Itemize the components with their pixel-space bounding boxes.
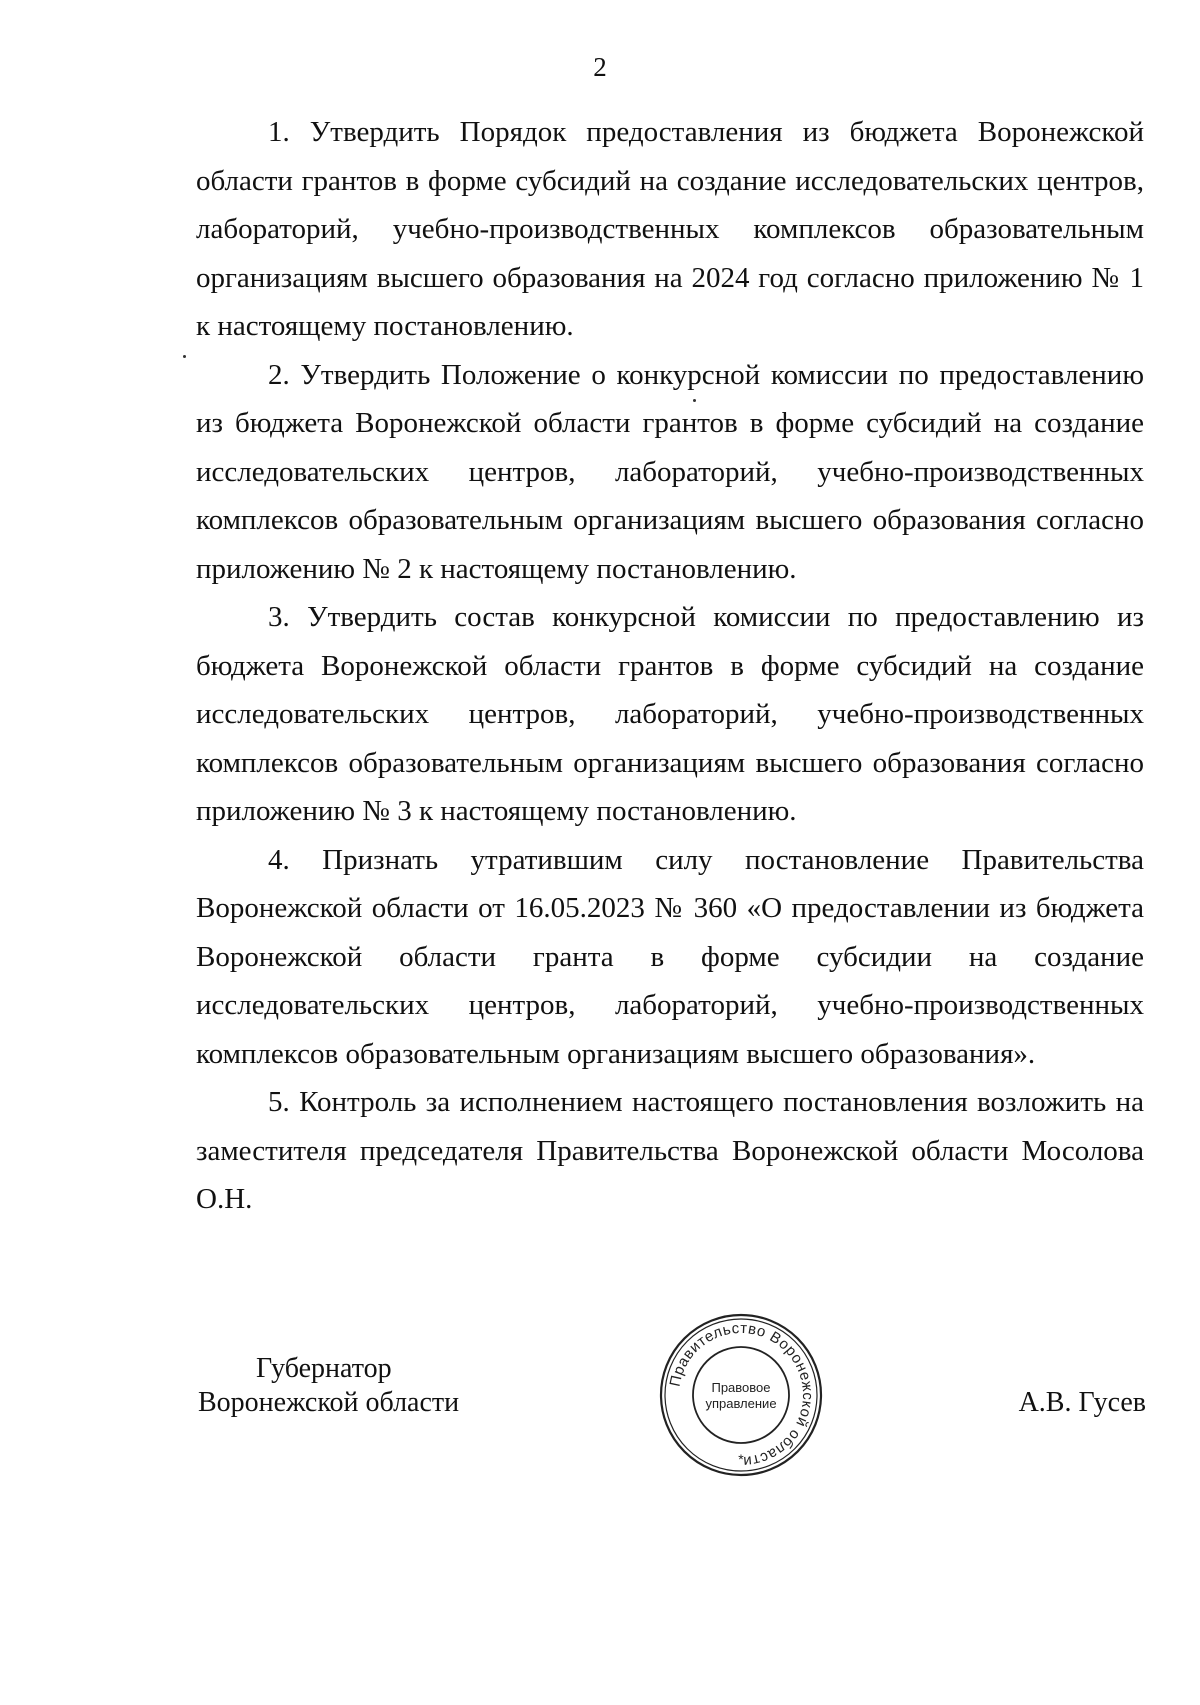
- scan-speck: [693, 399, 696, 402]
- clause-2: 2. Утвердить Положение о конкурсной комиссии по предоставлению из бюджета Воронежской области грантов в форме субсидий на создание исследовательских центров, лабораторий, учебно-производственных комплексов образовательным организациям высшего образования согласно приложению № 2 к настоящему постановлению.: [196, 358, 1144, 585]
- seal-star: *: [738, 1451, 744, 1467]
- signatory-position-line1: Губернатор: [256, 1353, 392, 1384]
- seal-inner-line2: управление: [705, 1396, 777, 1411]
- signatory-position: [198, 1352, 459, 1420]
- seal-inner-line1: Правовое: [711, 1380, 771, 1395]
- official-seal: [658, 1312, 824, 1478]
- clause-4: 4. Признать утратившим силу постановление Правительства Воронежской области от 16.05.2023 № 360 «О предоставлении из бюджета Воронежской области гранта в форме субсидии на создание исследовательских центров, лабораторий, учебно-производственных комплексов образовательным организациям высшего образования».: [196, 843, 1144, 1070]
- scan-speck: [183, 355, 186, 358]
- document-body: [196, 108, 1144, 1224]
- clause-3: 3. Утвердить состав конкурсной комиссии по предоставлению из бюджета Воронежской области грантов в форме субсидий на создание исследовательских центров, лабораторий, учебно-производственных комплексов образовательным организациям высшего образования согласно приложению № 3 к настоящему постановлению.: [196, 601, 1144, 827]
- signatory-position-line2: Воронежской области: [198, 1387, 460, 1418]
- clause-5: 5. Контроль за исполнением настоящего постановления возложить на заместителя председателя Правительства Воронежской области Мосолова О.Н.: [196, 1086, 1144, 1215]
- page-number: 2: [593, 52, 607, 82]
- seal-stamp-icon: [658, 1312, 824, 1478]
- signatory-name: А.В. Гусев: [1018, 1387, 1146, 1418]
- seal-outer-text: Правительство Воронежской области: [666, 1319, 817, 1471]
- clause-1: 1. Утвердить Порядок предоставления из бюджета Воронежской области грантов в форме субсидий на создание исследовательских центров, лабораторий, учебно-производственных комплексов образовательным организациям высшего образования на 2024 год согласно приложению № 1 к настоящему постановлению.: [196, 116, 1144, 342]
